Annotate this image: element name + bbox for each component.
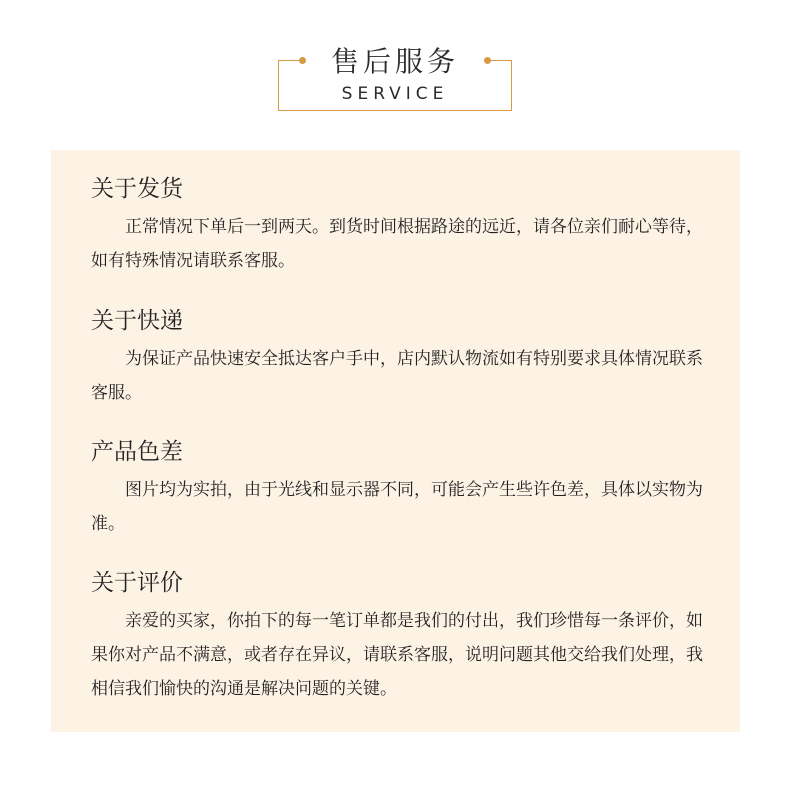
section-body: 为保证产品快速安全抵达客户手中，店内默认物流如有特别要求具体情况联系客服。 <box>91 349 703 403</box>
section-body: 正常情况下单后一到两天。到货时间根据路途的远近，请各位亲们耐心等待，如有特殊情况请联系客服。 <box>91 217 703 271</box>
header-subtitle: SERVICE <box>341 84 449 104</box>
section-heading: 关于评价 <box>91 570 183 596</box>
header-title: 售后服务 <box>330 45 459 78</box>
section-heading: 产品色差 <box>91 439 183 465</box>
section-color-difference <box>91 437 711 541</box>
section-express <box>91 306 711 410</box>
section-body: 图片均为实拍，由于光线和显示器不同，可能会产生些许色差，具体以实物为准。 <box>91 480 703 534</box>
service-info-panel <box>51 150 740 732</box>
section-header-badge <box>278 45 512 112</box>
section-reviews <box>91 568 711 706</box>
section-body: 亲爱的买家，你拍下的每一笔订单都是我们的付出，我们珍惜每一条评价，如果你对产品不满意，或者存在异议，请联系客服，说明问题其他交给我们处理，我相信我们愉快的沟通是解决问题的关键。 <box>91 611 703 699</box>
section-heading: 关于快递 <box>91 308 183 334</box>
section-shipping <box>91 174 711 278</box>
section-heading: 关于发货 <box>91 176 183 202</box>
